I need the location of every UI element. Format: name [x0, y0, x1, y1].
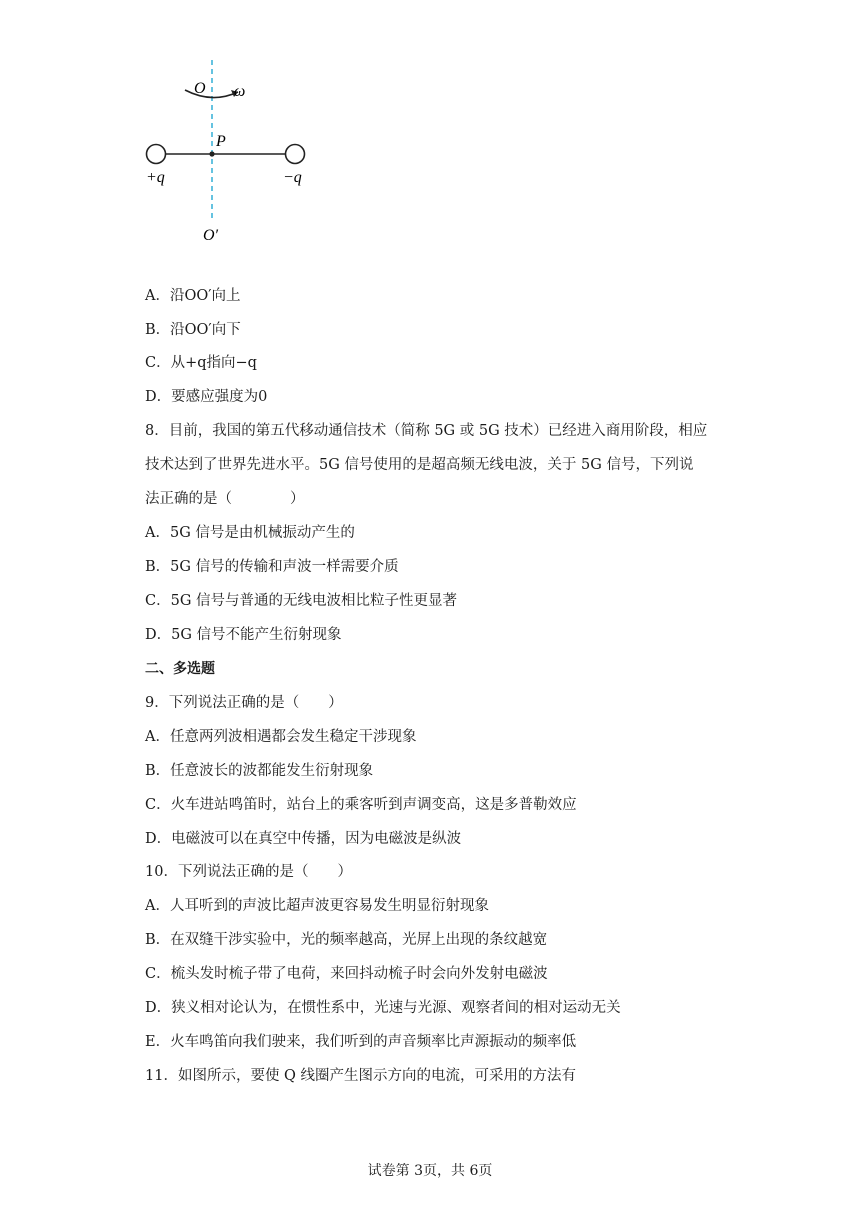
- q8-option-b: B．5G 信号的传输和声波一样需要介质: [145, 559, 399, 575]
- q7-option-d: D．要感应强度为0: [145, 389, 268, 405]
- q9-option-a: A．任意两列波相遇都会发生稳定干涉现象: [145, 729, 417, 745]
- q8-option-a: A．5G 信号是由机械振动产生的: [145, 525, 355, 541]
- q10-option-e: E．火车鸣笛向我们驶来，我们听到的声音频率比声源振动的频率低: [145, 1034, 577, 1050]
- label-minus-q: −q: [283, 169, 302, 186]
- q10-option-d: D．狭义相对论认为，在惯性系中，光速与光源、观察者间的相对运动无关: [145, 1000, 621, 1016]
- q10-option-b: B．在双缝干涉实验中，光的频率越高，光屏上出现的条纹越宽: [145, 932, 548, 948]
- q9-stem: 9．下列说法正确的是（ ）: [145, 695, 343, 711]
- q8-stem-line3: 法正确的是（ ）: [145, 491, 305, 507]
- page-footer: 试卷第 3页，共 6页: [367, 1163, 493, 1179]
- label-o: O: [194, 80, 206, 97]
- q8-stem-line1: 8．目前，我国的第五代移动通信技术（简称 5G 或 5G 技术）已经进入商用阶段，相应: [145, 423, 708, 439]
- label-o-prime: O′: [203, 227, 219, 244]
- label-omega: ω: [234, 83, 246, 100]
- rod-diagram: [130, 60, 330, 250]
- q10-option-a: A．人耳听到的声波比超声波更容易发生明显衍射现象: [145, 898, 489, 914]
- rotating-rod-figure: [130, 60, 330, 250]
- q9-option-d: D．电磁波可以在真空中传播，因为电磁波是纵波: [145, 831, 462, 847]
- section-title-multiple-choice: 二、多选题: [145, 661, 215, 677]
- label-plus-q: +q: [146, 169, 165, 186]
- label-p: P: [216, 133, 226, 150]
- q10-stem: 10．下列说法正确的是（ ）: [145, 864, 352, 880]
- q11-stem: 11．如图所示，要使 Q 线圈产生图示方向的电流，可采用的方法有: [145, 1068, 577, 1084]
- q8-stem-line2: 技术达到了世界先进水平。5G 信号使用的是超高频无线电波，关于 5G 信号，下列说: [145, 457, 694, 473]
- q8-option-c: C．5G 信号与普通的无线电波相比粒子性更显著: [145, 593, 458, 609]
- q8-option-d: D．5G 信号不能产生衍射现象: [145, 627, 342, 643]
- q9-option-b: B．任意波长的波都能发生衍射现象: [145, 763, 374, 779]
- point-p-dot: [209, 151, 214, 156]
- q7-option-c: C．从+q指向−q: [145, 355, 257, 371]
- q7-option-a: A．沿OO′向上: [145, 288, 241, 304]
- q10-option-c: C．梳头发时梳子带了电荷，来回抖动梳子时会向外发射电磁波: [145, 966, 548, 982]
- q9-option-c: C．火车进站鸣笛时，站台上的乘客听到声调变高，这是多普勒效应: [145, 797, 577, 813]
- minus-charge-ball: [286, 145, 305, 164]
- q7-option-b: B．沿OO′向下: [145, 322, 241, 338]
- plus-charge-ball: [147, 145, 166, 164]
